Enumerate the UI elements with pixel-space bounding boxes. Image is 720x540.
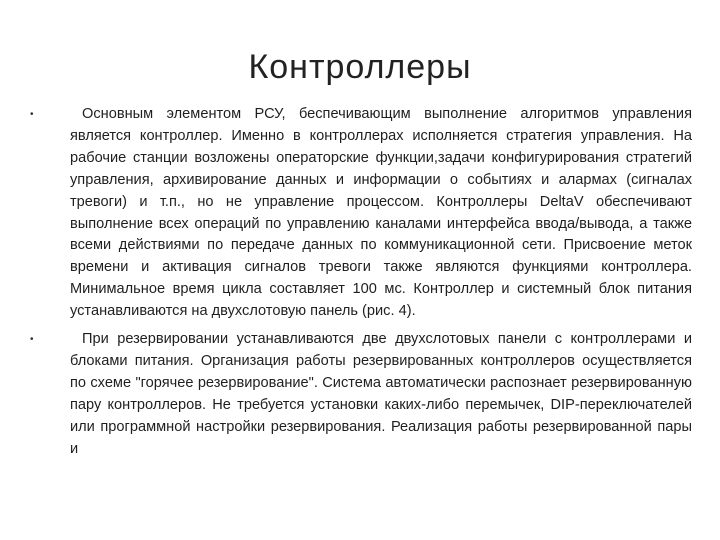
bullet-item-redundancy xyxy=(28,329,692,460)
bullet-marker: • xyxy=(30,334,34,346)
bullet-list xyxy=(28,104,692,467)
bullet-marker: • xyxy=(30,109,34,120)
bullet-item-controllers xyxy=(28,104,692,323)
bullet-text: При резервировании устанавливаются две двухслотовых панели с контроллерами и блоками питания. Организация работы резервированных контроллеров осуществляется по схеме "горячее резервирование". Система автоматически распознает резервированную пару контроллеров. Не требуется установки каких-либо перемычек, DIP-переключателей или программной настройки резервирования. Реализация работы резервированной пары и xyxy=(70,331,692,457)
bullet-text: Основным элементом РСУ, беспечивающим выполнение алгоритмов управления является контроллер. Именно в контроллерах исполняется стратегия управления. На рабочие станции возложены операторские функции,задачи конфигурирования стратегий управления, архивирование данных и информации о событиях и алармах (сигналах тревоги) и т.п., но не управление процессом. Контроллеры DeltaV обеспечивают выполнение всех операций по управлению каналами интерфейса ввода/вывода, а также всеми действиями по передаче данных по коммуникационной сети. Присвоение меток времени и активация сигналов тревоги также являются функциями контроллера. Минимальное время цикла составляет 100 мс. Контроллер и системный блок питания устанавливаются на двухслотовую панель (рис. 4). xyxy=(70,106,692,320)
slide-title: Контроллеры xyxy=(248,48,472,86)
